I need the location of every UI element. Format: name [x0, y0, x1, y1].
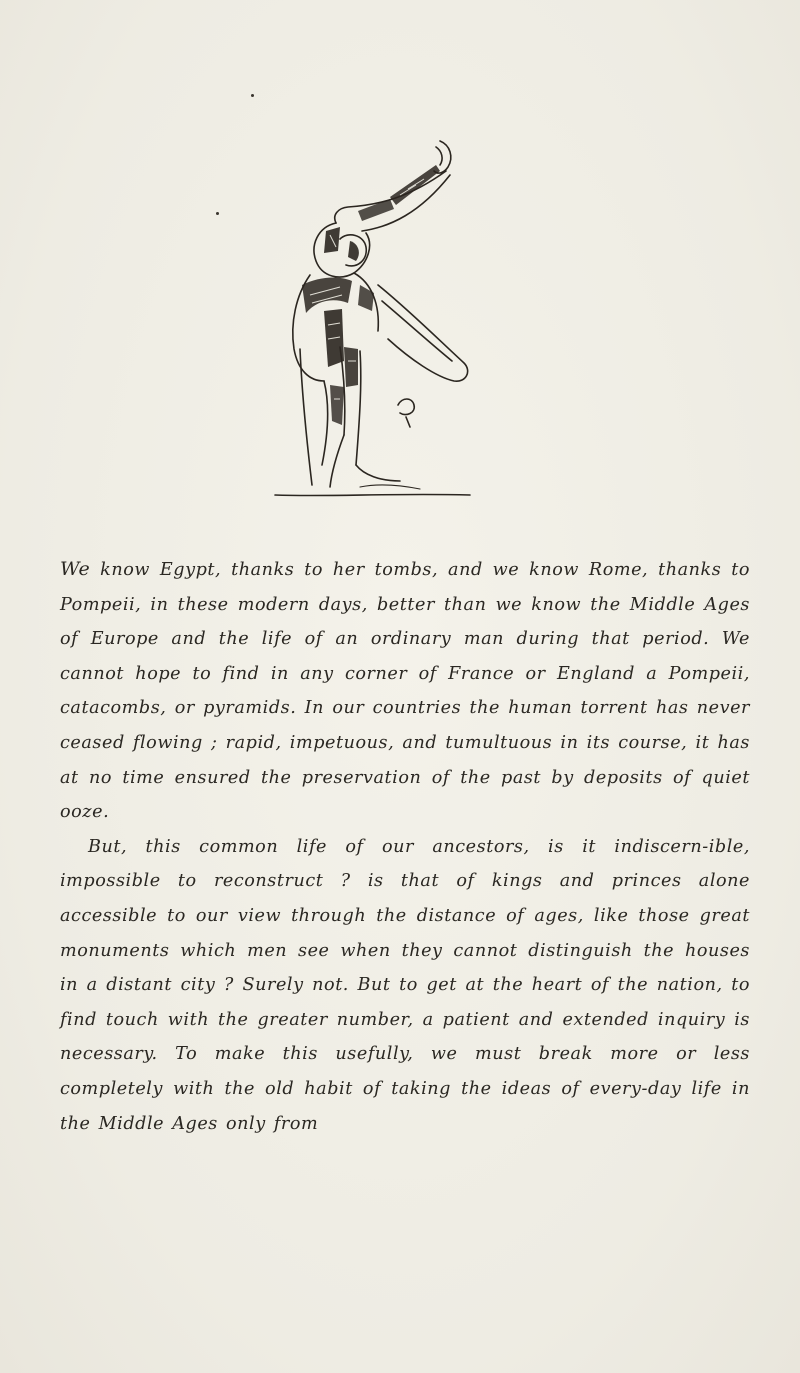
- jester-illustration: [240, 135, 480, 505]
- medieval-jester-figure-icon: [240, 135, 480, 505]
- paragraph-1: [60, 552, 750, 830]
- ink-speck: [251, 94, 254, 97]
- paragraph-2-text: But, this common life of our ancestors, is it indiscern-ible, impossible to reconstruct ? is that of kings and princes alone accessible to our view through the distance of ages, like those great monuments which men see when they cannot distinguish the houses in a distant city ? Surely not. But to get at the heart of the nation, to find touch with the greater number, a patient and extended inquiry is necessary. To make this usefully, we must break more or less completely with the old habit of taking the ideas of every-day life in the Middle Ages only from: [60, 836, 750, 1134]
- body-text: [60, 552, 750, 1141]
- ink-speck: [216, 212, 219, 215]
- paragraph-1-text: know Egypt, thanks to her tombs, and we know Rome, thanks to Pompeii, in these modern days, better than we know the Middle Ages of Europe and the life of an ordinary man during that period. We cannot hope to find in any corner of France or England a Pompeii, catacombs, or pyramids. In our countries the human torrent has never ceased flowing ; rapid, impetuous, and tumultuous in its course, it has at no time ensured the preservation of the past by deposits of quiet ooze.: [60, 560, 750, 823]
- paragraph-2: [60, 830, 750, 1141]
- drop-initial: We: [60, 558, 91, 580]
